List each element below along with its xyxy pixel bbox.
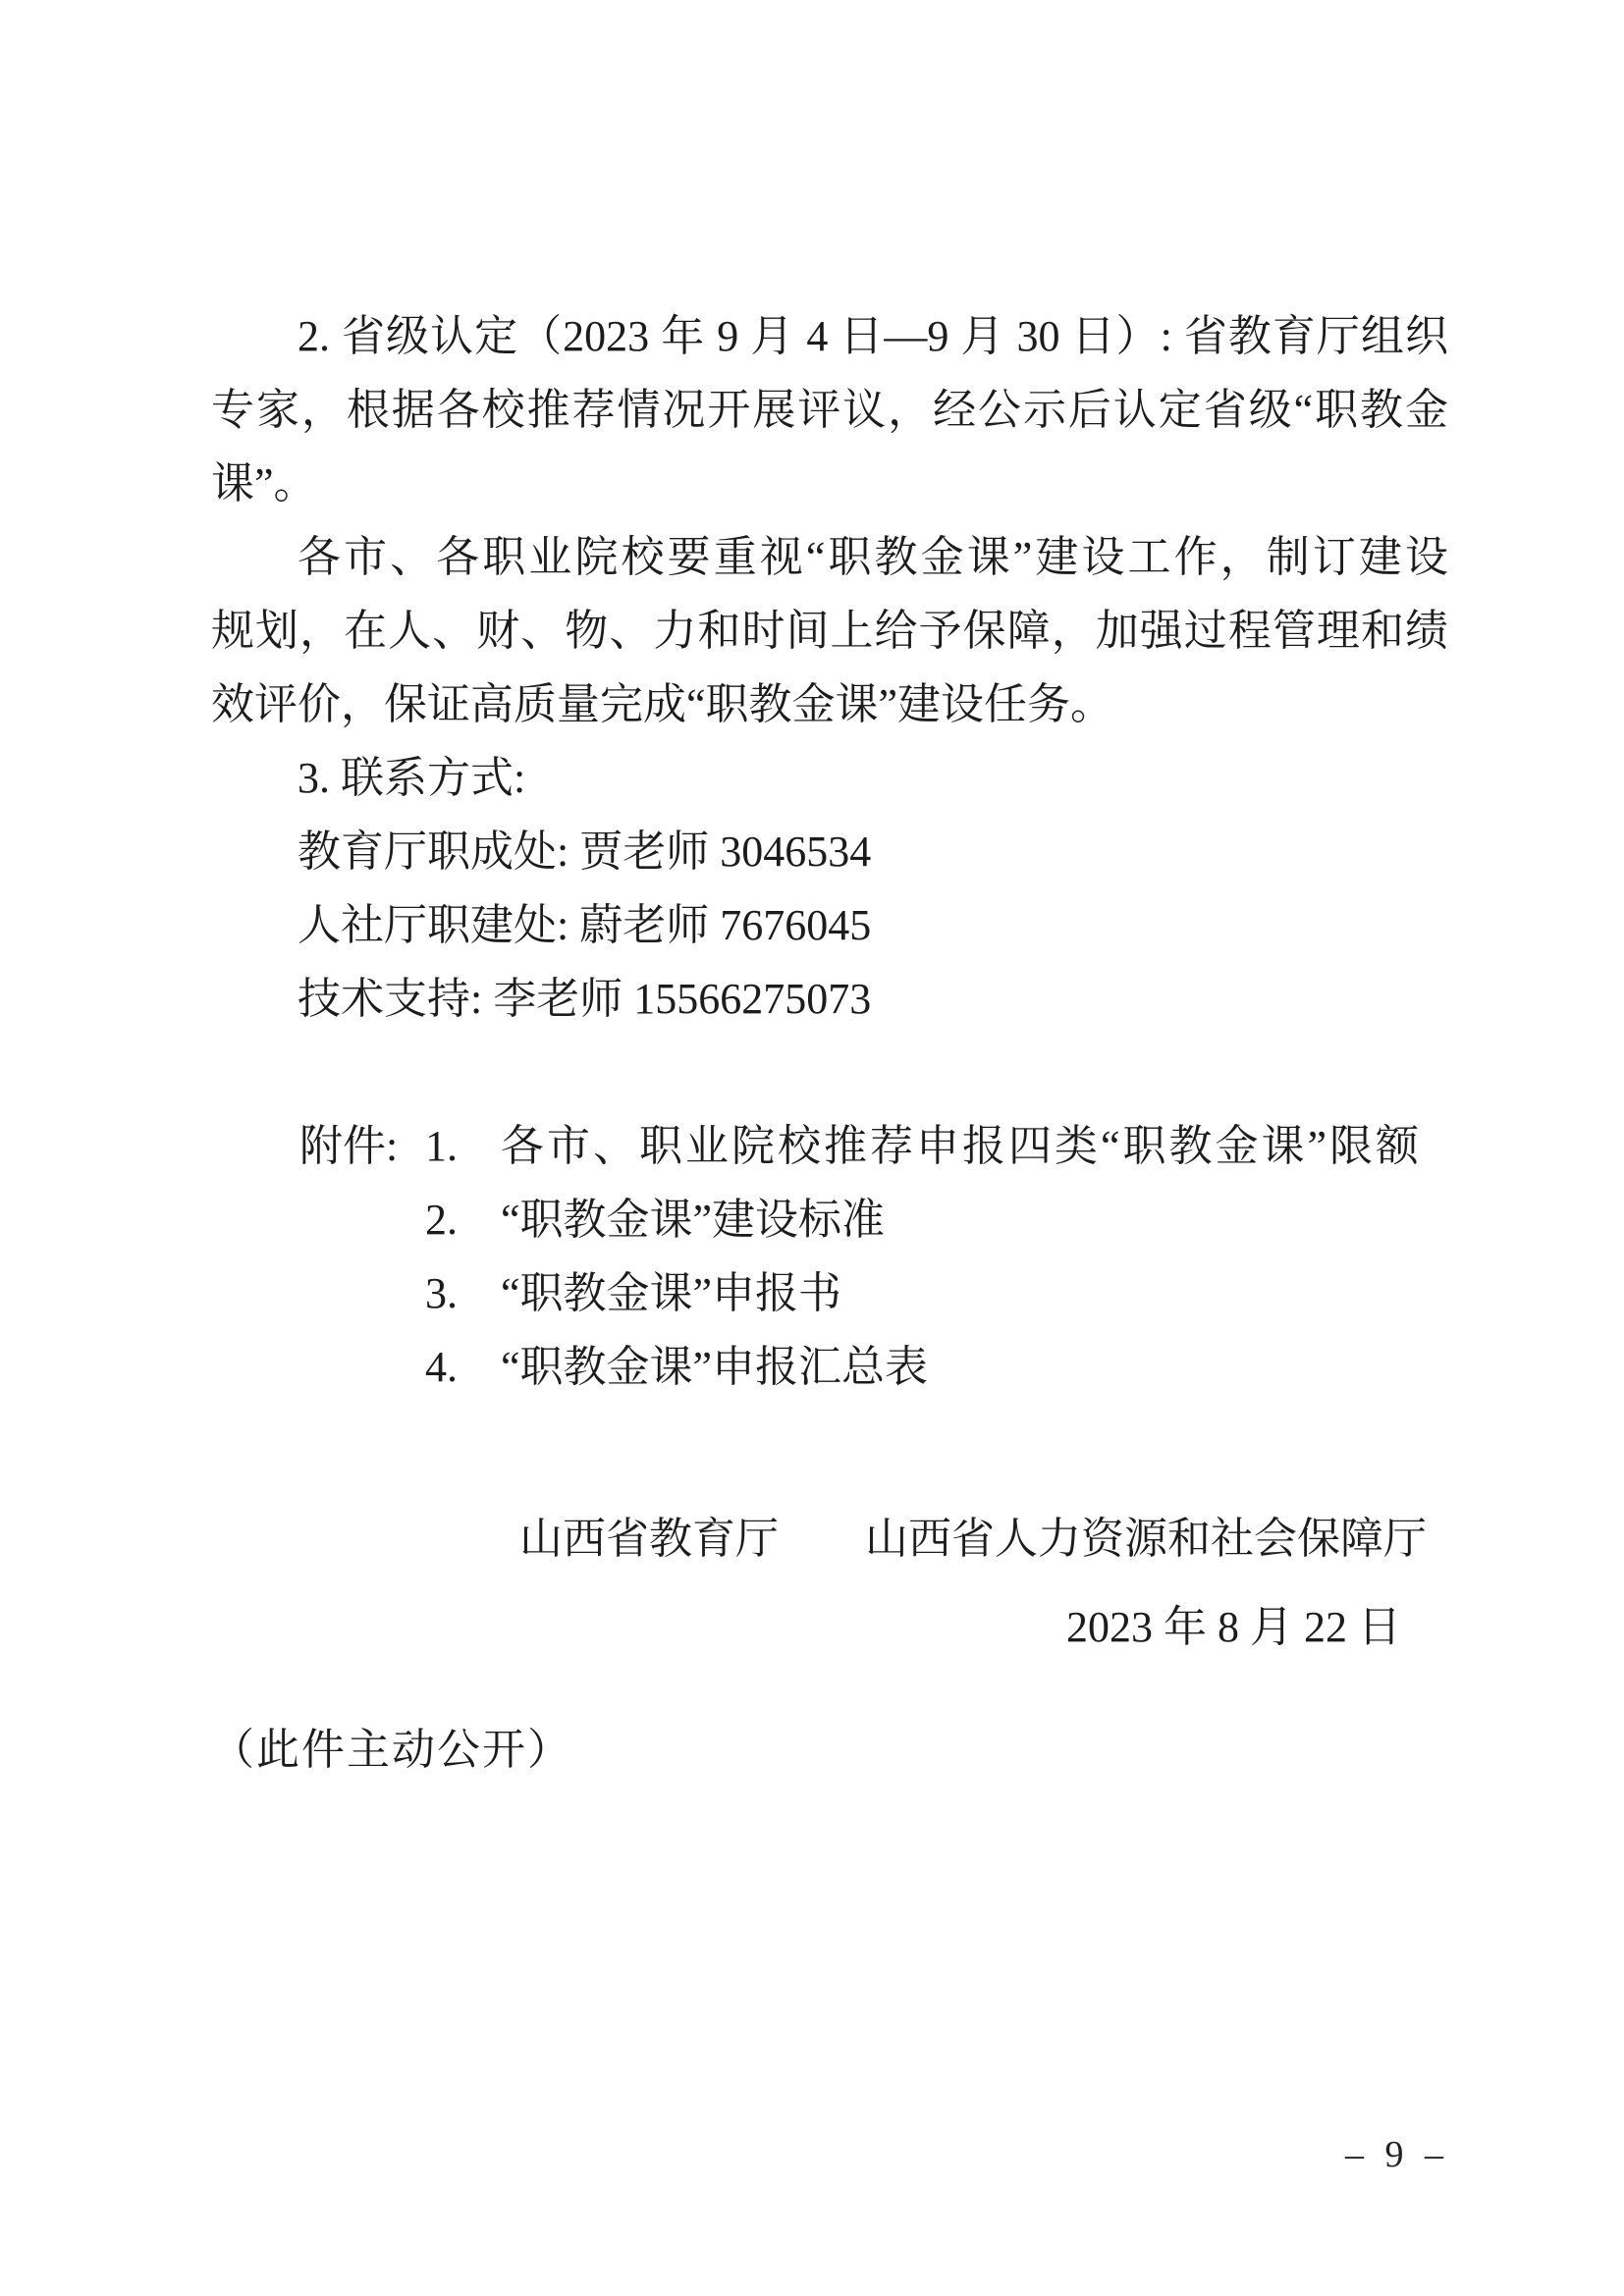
public-disclosure-note: （此件主动公开） [211, 1726, 572, 1774]
body-line-contact-heading: 3. 联系方式: [298, 754, 526, 802]
body-line-contact: 人社厅职建处: 蔚老师 7676045 [298, 901, 872, 949]
attachment-item-number: 1. [425, 1122, 458, 1170]
attachments-label-spacer [299, 1330, 425, 1404]
attachment-item [299, 1256, 1497, 1330]
body-line: 2. 省级认定（2023 年 9 月 4 日—9 月 30 日）: 省教育厅组织 [298, 312, 1448, 360]
body-line-contact: 技术支持: 李老师 15566275073 [298, 975, 872, 1023]
attachment-item-text: 各市、职业院校推荐申报四类“职教金课”限额 [501, 1122, 1423, 1170]
attachment-item-text: “职教金课”建设标准 [501, 1196, 886, 1244]
body-line: 专家，根据各校推荐情况开展评议，经公示后认定省级“职教金 [211, 386, 1448, 434]
attachment-item-number: 4. [425, 1343, 458, 1391]
attachments-label-spacer [299, 1183, 425, 1256]
body-line: 各市、各职业院校要重视“职教金课”建设工作，制订建设 [298, 533, 1448, 581]
body-line: 效评价，保证高质量完成“职教金课”建设任务。 [211, 680, 1114, 728]
document-date: 2023 年 8 月 22 日 [1066, 1603, 1401, 1651]
attachments-label: 附件: [299, 1122, 399, 1170]
signer-hr-dept: 山西省人力资源和社会保障厅 [865, 1515, 1427, 1563]
signature-line [211, 1502, 1448, 1575]
body-line-contact: 教育厅职成处: 贾老师 3046534 [298, 828, 872, 876]
attachment-item-text: “职教金课”申报汇总表 [501, 1343, 929, 1391]
body-text-block [211, 299, 1448, 1036]
attachments-block [299, 1109, 1497, 1404]
attachment-item-text: “职教金课”申报书 [501, 1269, 842, 1317]
page-number: – 9 – [1345, 2134, 1449, 2175]
body-line: 课”。 [211, 459, 317, 507]
attachment-item [299, 1330, 1497, 1404]
attachment-item [299, 1183, 1497, 1256]
attachment-item-number: 3. [425, 1269, 458, 1317]
attachments-label-spacer [299, 1256, 425, 1330]
signer-education-dept: 山西省教育厅 [519, 1515, 779, 1563]
attachment-item [299, 1109, 1497, 1183]
attachment-item-number: 2. [425, 1196, 458, 1244]
body-line: 规划，在人、财、物、力和时间上给予保障，加强过程管理和绩 [211, 607, 1448, 655]
